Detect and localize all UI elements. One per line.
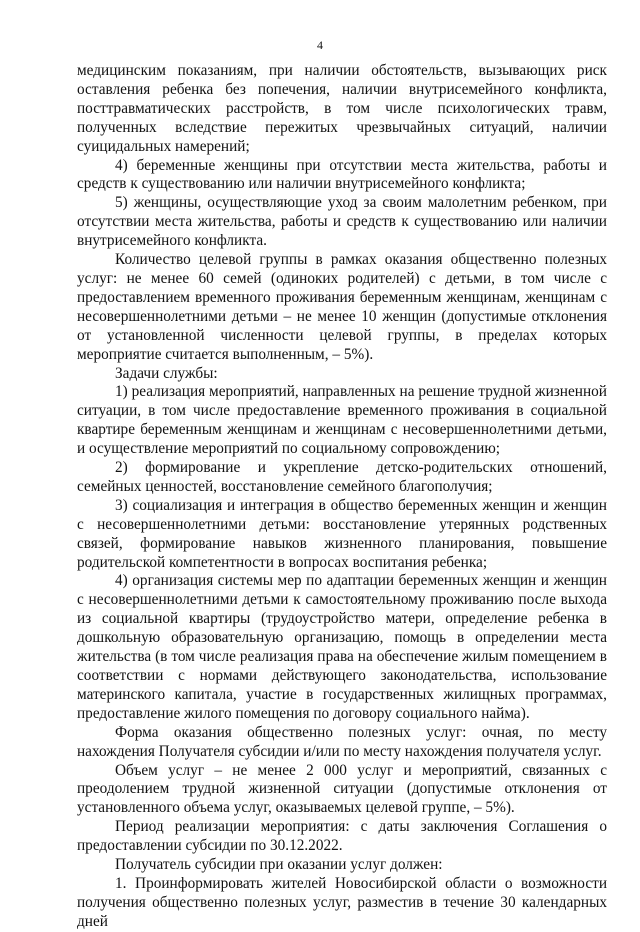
paragraph: Количество целевой группы в рамках оказания общественно полезных услуг: не менее 60 семей (одиноких родителей) с детьми, в том числе с предоставлением временного проживания беременным женщинам, женщинам с несовершеннолетними детьми – не менее 10 женщин (допустимые отклонения от установленной численности целевой группы, в пределах которых мероприятие считается выполненным, – 5%). [77, 251, 607, 363]
paragraph: Получатель субсидии при оказании услуг должен: [115, 856, 443, 874]
paragraph: Объем услуг – не менее 2 000 услуг и мероприятий, связанных с преодолением трудной жизненной ситуации (допустимые отклонения от установленного объема услуг, оказываемых целевой группе, – 5%). [77, 761, 607, 817]
paragraph: 4) беременные женщины при отсутствии места жительства, работы и средств к существованию или наличии внутрисемейного конфликта; [77, 156, 607, 193]
paragraph: 2) формирование и укрепление детско-родительских отношений, семейных ценностей, восстановление семейного благополучия; [77, 459, 607, 495]
page-number: 4 [317, 38, 323, 52]
paragraph: 1) реализация мероприятий, направленных на решение трудной жизненной ситуации, в том числе предоставление временного проживания в социальной квартире беременным женщинам и женщинам с несовершеннолетними детьми, и осуществление мероприятий по социальному сопровождению; [77, 383, 607, 458]
paragraph: Форма оказания общественно полезных услуг: очная, по месту нахождения Получателя субсидии и/или по месту нахождения получателя услуг. [77, 723, 607, 760]
document-body [77, 62, 607, 932]
paragraph: Период реализации мероприятия: с даты заключения Соглашения о предоставлении субсидии по 30.12.2022. [77, 818, 607, 855]
paragraph: 1. Проинформировать жителей Новосибирской области о возможности получения общественно полезных услуг, разместив в течение 30 календарных дней [77, 874, 607, 930]
paragraph: 4) организация системы мер по адаптации беременных женщин и женщин с несовершеннолетними детьми к самостоятельному проживанию после выхода из социальной квартиры (трудоустройство матери, определение ребенка в дошкольную образовательную организацию, помощь в определении места жительства (в том числе реализация права на обеспечение жилым помещением в соответствии с нормами действующего законодательства, использование материнского капитала, участие в государственных жилищных программах, предоставление жилого помещения по договору социального найма). [77, 572, 607, 722]
paragraph: Задачи службы: [115, 364, 218, 382]
paragraph: 3) социализация и интеграция в общество беременных женщин и женщин с несовершеннолетними детьми: восстановление утерянных родственных связей, формирование навыков жизненного планирования, повышение родительской компетентности в вопросах воспитания ребенка; [77, 496, 607, 571]
paragraph: 5) женщины, осуществляющие уход за своим малолетним ребенком, при отсутствии места жительства, работы и средств к существованию или наличии внутрисемейного конфликта. [77, 194, 607, 250]
paragraph: медицинским показаниям, при наличии обстоятельств, вызывающих риск оставления ребенка без попечения, наличии внутрисемейного конфликта, посттравматических расстройств, в том числе психологических травм, полученных вследствие пережитых чрезвычайных ситуаций, наличии суицидальных намерений; [77, 62, 607, 155]
